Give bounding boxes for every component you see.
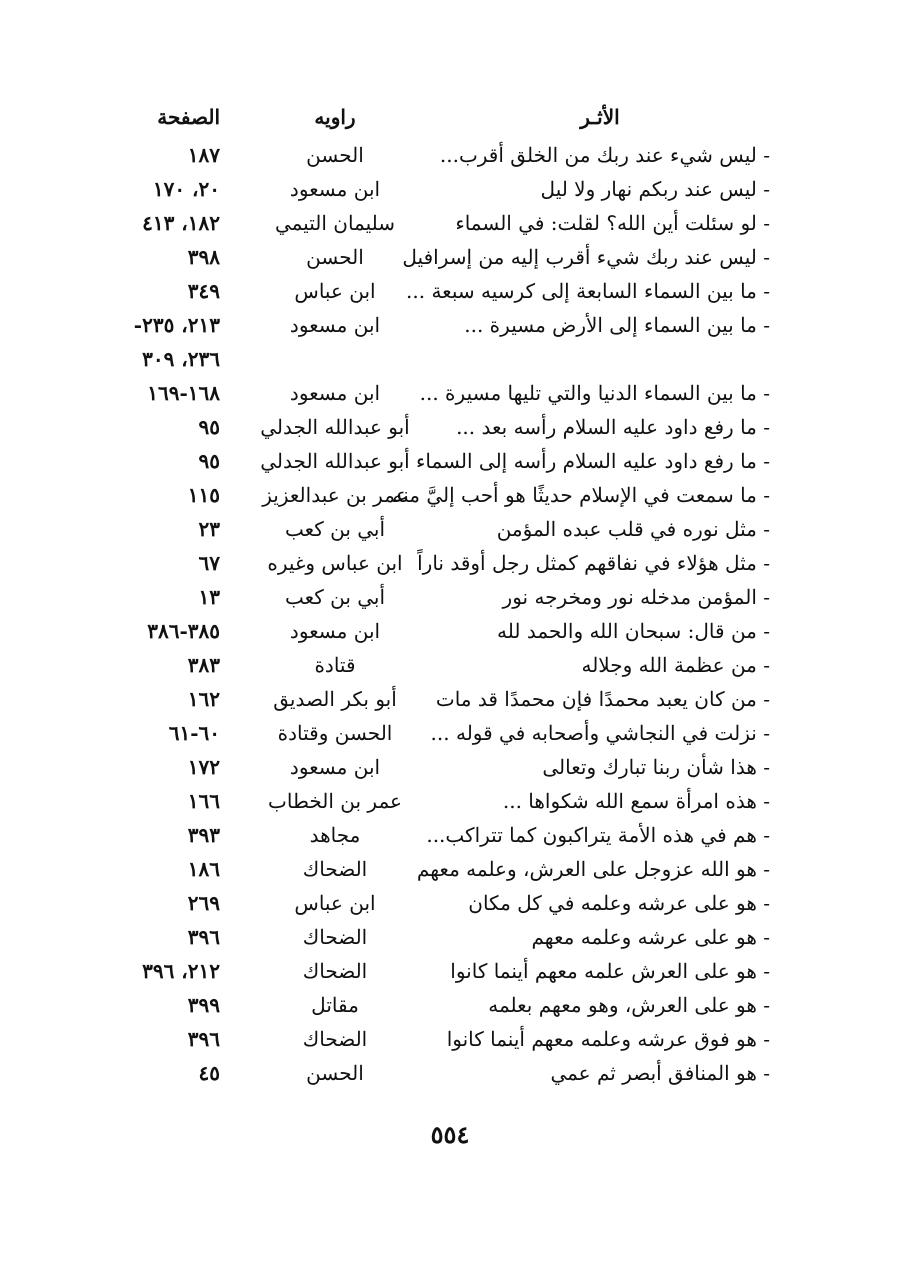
page-ref-cell: ٦٠-٦١ xyxy=(168,721,220,745)
table-row xyxy=(0,546,900,580)
athar-cell: - ما بين السماء إلى الأرض مسيرة ... xyxy=(464,313,770,337)
page-ref-cell: ١٦٢ xyxy=(187,687,220,711)
table-row xyxy=(0,784,900,818)
table-row xyxy=(0,410,900,444)
athar-cell: - هم في هذه الأمة يتراكبون كما تتراكب... xyxy=(426,823,770,847)
rawi-cell: ابن عباس xyxy=(294,891,376,915)
rawi-cell: ابن مسعود xyxy=(289,381,381,405)
rawi-cell: الحسن وقتادة xyxy=(277,721,393,745)
table-row xyxy=(0,818,900,852)
table-row xyxy=(0,1022,900,1056)
table-row xyxy=(0,954,900,988)
athar-cell: - ما بين السماء السابعة إلى كرسيه سبعة ... xyxy=(406,279,770,303)
table-row xyxy=(0,1056,900,1090)
rawi-cell: الضحاك xyxy=(302,959,368,983)
rawi-cell: عمر بن عبدالعزيز xyxy=(262,483,408,507)
rawi-cell: ابن مسعود xyxy=(289,177,381,201)
table-row xyxy=(0,138,900,172)
table-row xyxy=(0,308,900,342)
table-header xyxy=(0,100,900,134)
rawi-cell: ابن عباس xyxy=(294,279,376,303)
table-row xyxy=(0,274,900,308)
rawi-cell: أبي بن كعب xyxy=(284,585,386,609)
rawi-cell: أبو عبدالله الجدلي xyxy=(260,415,410,439)
page-ref-cell: ١٦٦ xyxy=(187,789,220,813)
athar-cell: - ما بين السماء الدنيا والتي تليها مسيرة ... xyxy=(419,381,770,405)
rawi-cell: ابن مسعود xyxy=(289,619,381,643)
page-ref-cell: ٣٩٦ xyxy=(187,1027,220,1051)
rawi-cell: الحسن xyxy=(306,143,364,167)
table-row xyxy=(0,206,900,240)
page-ref-cell: ٣٩٣ xyxy=(187,823,220,847)
athar-cell: - من كان يعبد محمدًا فإن محمدًا قد مات xyxy=(435,687,770,711)
rawi-cell: ابن عباس وغيره xyxy=(267,551,403,575)
rawi-cell: الحسن xyxy=(306,245,364,269)
rawi-cell: ابن مسعود xyxy=(289,755,381,779)
header-page: الصفحة xyxy=(157,105,220,129)
athar-cell: - لو سئلت أين الله؟ لقلت: في السماء xyxy=(455,211,770,235)
rawi-cell: مقاتل xyxy=(311,993,359,1017)
athar-cell: - ما سمعت في الإسلام حديثًا هو أحب إليَّ منه xyxy=(392,483,770,507)
athar-cell: - من قال: سبحان الله والحمد لله xyxy=(497,619,770,643)
page-ref-cell: ١٧٢ xyxy=(187,755,220,779)
table-row xyxy=(0,716,900,750)
rawi-cell: أبو بكر الصديق xyxy=(273,687,397,711)
rawi-cell: الضحاك xyxy=(302,857,368,881)
rawi-cell: أبي بن كعب xyxy=(284,517,386,541)
athar-cell: - المؤمن مدخله نور ومخرجه نور xyxy=(502,585,770,609)
page-ref-cell: ٣٩٩ xyxy=(187,993,220,1017)
athar-cell: - هذه امرأة سمع الله شكواها ... xyxy=(502,789,770,813)
athar-cell: - هو على العرش علمه معهم أينما كانوا xyxy=(450,959,770,983)
athar-cell: - نزلت في النجاشي وأصحابه في قوله ... xyxy=(430,721,770,745)
athar-cell: - ما رفع داود عليه السلام رأسه إلى السماء xyxy=(415,449,770,473)
athar-cell: - ليس شيء عند ربك من الخلق أقرب... xyxy=(439,143,770,167)
table-row xyxy=(0,444,900,478)
rawi-cell xyxy=(250,342,420,376)
page-ref-cell: ٣٤٩ xyxy=(187,279,220,303)
rawi-cell: سليمان التيمي xyxy=(274,211,396,235)
page-ref-cell: ٢٠، ١٧٠ xyxy=(152,177,220,201)
athar-cell: - ليس عند ربك شيء أقرب إليه من إسرافيل xyxy=(402,245,770,269)
athar-cell: - هو على عرشه وعلمه معهم xyxy=(531,925,770,949)
rawi-cell: الضحاك xyxy=(302,925,368,949)
page-ref-cell: ٢٣ xyxy=(198,517,220,541)
table-row xyxy=(0,376,900,410)
table-row xyxy=(0,478,900,512)
page-ref-cell: ٢٦٩ xyxy=(187,891,220,915)
athar-cell: - ما رفع داود عليه السلام رأسه بعد ... xyxy=(456,415,770,439)
table-row xyxy=(0,648,900,682)
table-row xyxy=(0,342,900,376)
page-ref-cell: ٢٣٦، ٣٠٩ xyxy=(142,347,220,371)
table-row xyxy=(0,852,900,886)
page-ref-cell: ١٣ xyxy=(198,585,220,609)
athar-cell: - هذا شأن ربنا تبارك وتعالى xyxy=(542,755,770,779)
athar-cell: - مثل هؤلاء في نفاقهم كمثل رجل أوقد ناراً xyxy=(417,551,770,575)
page-number: ٥٥٤ xyxy=(430,1120,470,1149)
rawi-cell: عمر بن الخطاب xyxy=(268,789,402,813)
athar-cell: - هو على العرش، وهو معهم بعلمه xyxy=(488,993,770,1017)
page-ref-cell: ١١٥ xyxy=(187,483,220,507)
page-ref-cell: ١٦٨-١٦٩ xyxy=(147,381,220,405)
page-ref-cell: ٣٨٣ xyxy=(187,653,220,677)
table-row xyxy=(0,920,900,954)
table-row xyxy=(0,682,900,716)
athar-cell: - مثل نوره في قلب عبده المؤمن xyxy=(496,517,770,541)
page-ref-cell: ٢١٣، ٢٣٥- xyxy=(133,313,220,337)
athar-cell xyxy=(430,342,770,376)
page-ref-cell: ٣٩٨ xyxy=(187,245,220,269)
rawi-cell: مجاهد xyxy=(309,823,361,847)
athar-cell: - هو فوق عرشه وعلمه معهم أينما كانوا xyxy=(446,1027,770,1051)
table-row xyxy=(0,750,900,784)
rawi-cell: قتادة xyxy=(314,653,356,677)
rawi-cell: ابن مسعود xyxy=(289,313,381,337)
header-rawi: راويه xyxy=(314,105,356,129)
rawi-cell: الحسن xyxy=(306,1061,364,1085)
header-athar: الأثـر xyxy=(580,105,620,129)
page-ref-cell: ٢١٢، ٣٩٦ xyxy=(142,959,220,983)
athar-cell: - ليس عند ربكم نهار ولا ليل xyxy=(540,177,770,201)
table-row xyxy=(0,988,900,1022)
table-row xyxy=(0,512,900,546)
athar-cell: - هو المنافق أبصر ثم عمي xyxy=(550,1061,770,1085)
page-ref-cell: ٤٥ xyxy=(198,1061,220,1085)
page-ref-cell: ٩٥ xyxy=(198,449,220,473)
page-ref-cell: ١٨٦ xyxy=(187,857,220,881)
rawi-cell: الضحاك xyxy=(302,1027,368,1051)
page-ref-cell: ١٨٧ xyxy=(187,143,220,167)
table-body xyxy=(0,138,900,1090)
athar-cell: - هو على عرشه وعلمه في كل مكان xyxy=(468,891,770,915)
page-ref-cell: ٦٧ xyxy=(198,551,220,575)
table-row xyxy=(0,580,900,614)
page-ref-cell: ٩٥ xyxy=(198,415,220,439)
table-row xyxy=(0,886,900,920)
athar-cell: - هو الله عزوجل على العرش، وعلمه معهم xyxy=(416,857,770,881)
rawi-cell: أبو عبدالله الجدلي xyxy=(260,449,410,473)
table-row xyxy=(0,240,900,274)
table-row xyxy=(0,614,900,648)
page-ref-cell: ٣٩٦ xyxy=(187,925,220,949)
page-ref-cell: ٣٨٥-٣٨٦ xyxy=(147,619,220,643)
table-row xyxy=(0,172,900,206)
page-ref-cell: ١٨٢، ٤١٣ xyxy=(142,211,220,235)
athar-cell: - من عظمة الله وجلاله xyxy=(581,653,770,677)
